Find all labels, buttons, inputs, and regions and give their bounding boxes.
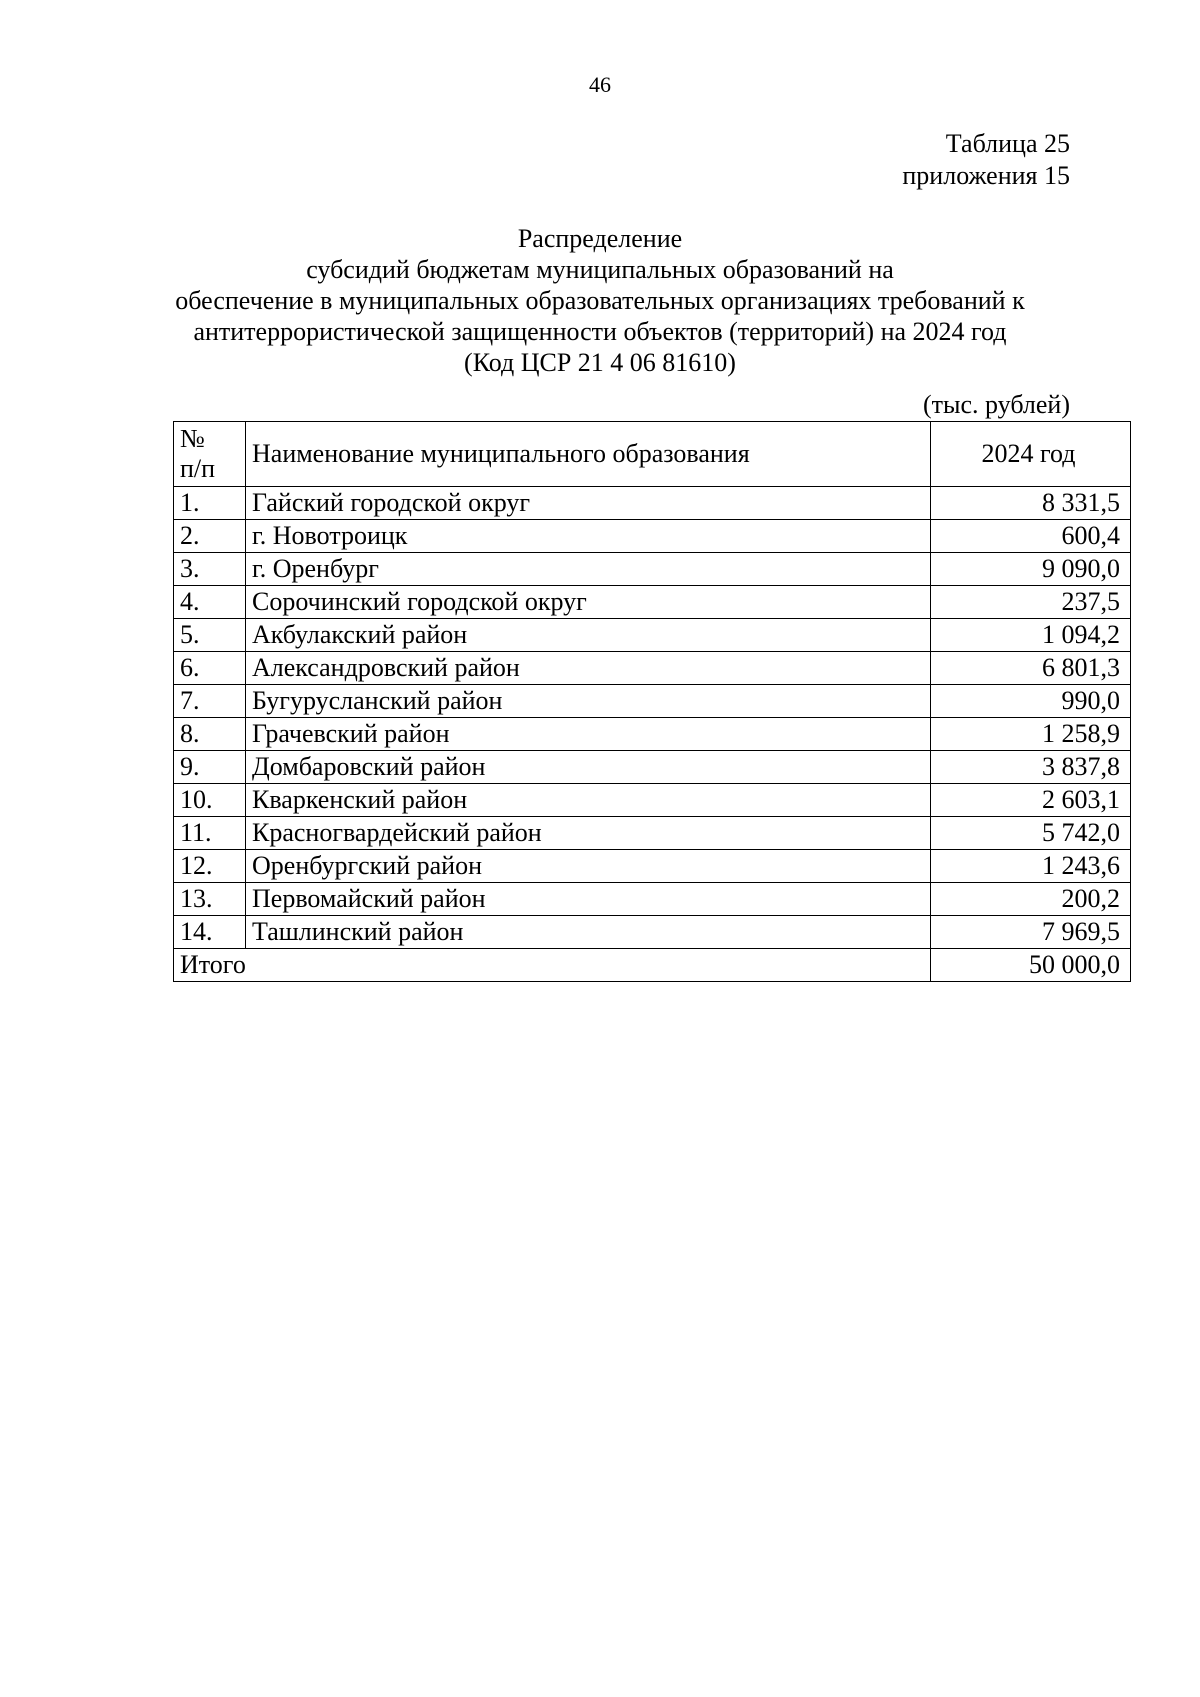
total-amount: 50 000,0 xyxy=(931,949,1131,982)
row-number: 13. xyxy=(174,883,246,916)
row-number: 4. xyxy=(174,586,246,619)
row-amount: 200,2 xyxy=(931,883,1131,916)
row-municipality-name: Оренбургский район xyxy=(246,850,931,883)
row-municipality-name: Кваркенский район xyxy=(246,784,931,817)
table-row xyxy=(174,586,1131,619)
row-number: 6. xyxy=(174,652,246,685)
row-number: 1. xyxy=(174,487,246,520)
table-row xyxy=(174,883,1131,916)
row-amount: 7 969,5 xyxy=(931,916,1131,949)
total-label: Итого xyxy=(174,949,931,982)
table-row xyxy=(174,916,1131,949)
page-number: 46 xyxy=(589,72,611,97)
row-municipality-name: г. Новотроицк xyxy=(246,520,931,553)
table-row xyxy=(174,817,1131,850)
row-amount: 990,0 xyxy=(931,685,1131,718)
row-amount: 2 603,1 xyxy=(931,784,1131,817)
subsidy-table xyxy=(173,421,1131,982)
row-municipality-name: Сорочинский городской округ xyxy=(246,586,931,619)
row-number: 12. xyxy=(174,850,246,883)
table-header-row xyxy=(174,422,1131,487)
table-row xyxy=(174,652,1131,685)
row-municipality-name: Гайский городской округ xyxy=(246,487,931,520)
header-number-abbr: п/п xyxy=(180,454,216,483)
document-heading xyxy=(140,223,1060,378)
row-number: 7. xyxy=(174,685,246,718)
table-total-row xyxy=(174,949,1131,982)
table-row xyxy=(174,850,1131,883)
row-amount: 1 094,2 xyxy=(931,619,1131,652)
row-amount: 8 331,5 xyxy=(931,487,1131,520)
row-number: 3. xyxy=(174,553,246,586)
row-amount: 1 258,9 xyxy=(931,718,1131,751)
row-amount: 1 243,6 xyxy=(931,850,1131,883)
row-municipality-name: г. Оренбург xyxy=(246,553,931,586)
table-row xyxy=(174,784,1131,817)
heading-line1: Распределение xyxy=(517,224,683,253)
row-amount: 6 801,3 xyxy=(931,652,1131,685)
row-municipality-name: Первомайский район xyxy=(246,883,931,916)
heading-line3: обеспечение в муниципальных образовательных организациях требований к xyxy=(175,286,1025,315)
row-amount: 600,4 xyxy=(931,520,1131,553)
row-municipality-name: Ташлинский район xyxy=(246,916,931,949)
table-row xyxy=(174,487,1131,520)
row-municipality-name: Бугурусланский район xyxy=(246,685,931,718)
row-amount: 237,5 xyxy=(931,586,1131,619)
header-year: 2024 год xyxy=(931,422,1131,487)
row-amount: 9 090,0 xyxy=(931,553,1131,586)
header-name: Наименование муниципального образования xyxy=(246,422,931,487)
heading-line4: антитеррористической защищенности объектов (территорий) на 2024 год xyxy=(193,317,1007,346)
table-row xyxy=(174,553,1131,586)
row-number: 5. xyxy=(174,619,246,652)
table-row xyxy=(174,520,1131,553)
row-municipality-name: Домбаровский район xyxy=(246,751,931,784)
row-municipality-name: Александровский район xyxy=(246,652,931,685)
row-number: 2. xyxy=(174,520,246,553)
table-reference-line1: Таблица 25 xyxy=(945,129,1070,158)
heading-line5: (Код ЦСР 21 4 06 81610) xyxy=(464,348,736,377)
table-row xyxy=(174,619,1131,652)
row-municipality-name: Акбулакский район xyxy=(246,619,931,652)
table-row xyxy=(174,685,1131,718)
row-amount: 3 837,8 xyxy=(931,751,1131,784)
table-row xyxy=(174,751,1131,784)
row-municipality-name: Красногвардейский район xyxy=(246,817,931,850)
row-municipality-name: Грачевский район xyxy=(246,718,931,751)
row-number: 9. xyxy=(174,751,246,784)
header-number-sign: № xyxy=(180,424,205,453)
heading-line2: субсидий бюджетам муниципальных образований на xyxy=(306,255,894,284)
header-number xyxy=(174,422,246,487)
row-number: 11. xyxy=(174,817,246,850)
row-amount: 5 742,0 xyxy=(931,817,1131,850)
row-number: 8. xyxy=(174,718,246,751)
row-number: 14. xyxy=(174,916,246,949)
table-reference-line2: приложения 15 xyxy=(902,161,1070,190)
table-reference xyxy=(902,128,1070,192)
units-label: (тыс. рублей) xyxy=(922,390,1070,419)
table-row xyxy=(174,718,1131,751)
row-number: 10. xyxy=(174,784,246,817)
